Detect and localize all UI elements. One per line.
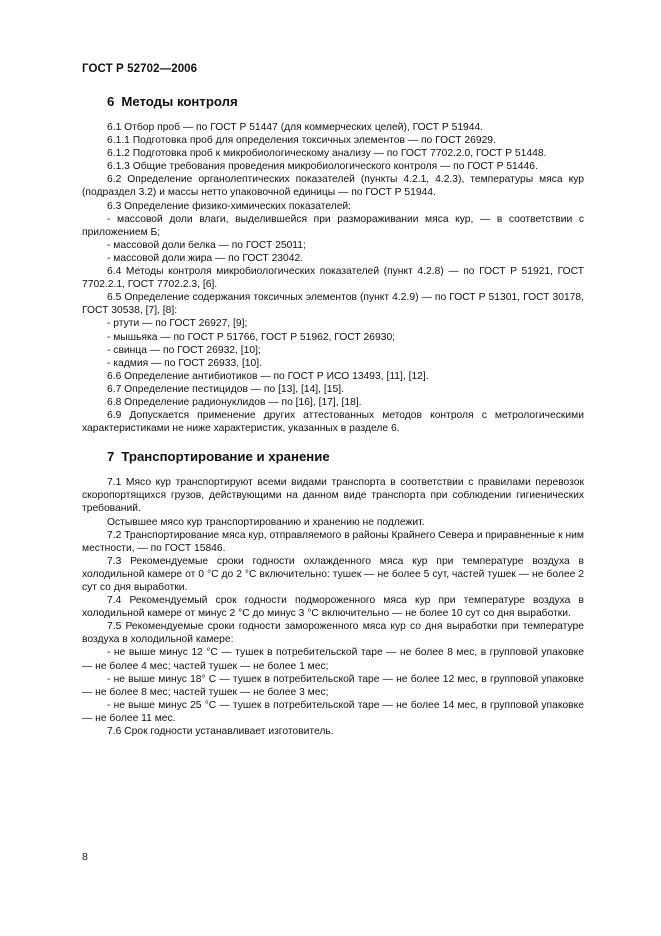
- section-6-number: 6: [107, 94, 115, 109]
- paragraph-6-1: 6.1 Отбор проб — по ГОСТ Р 51447 (для коммерческих целей), ГОСТ Р 51944.: [107, 122, 484, 133]
- paragraph-6-3: 6.3 Определение физико-химических показателей:: [107, 200, 352, 212]
- document-standard-id: ГОСТ Р 52702—2006: [82, 63, 198, 75]
- list-item-lead: - свинца — по ГОСТ 26932, [10];: [107, 344, 261, 356]
- section-7-title: Транспортирование и хранение: [121, 449, 330, 465]
- paragraph-6-6: 6.6 Определение антибиотиков — по ГОСТ Р ИСО 13493, [11], [12].: [107, 370, 429, 382]
- list-item-minus-25: - не выше минус 25 °С — тушек в потребительской таре — не более 14 мес, в групповой упаковке — не более 11 мес.: [82, 699, 584, 724]
- page-number: 8: [82, 851, 88, 863]
- section-7-content: [82, 476, 584, 738]
- paragraph-7-3: 7.3 Рекомендуемые сроки годности охлажденного мяса кур при температуре воздуха в холодильной камере от 0 °С до 2 °С включительно: тушек — не более 5 сут, частей тушек — не более 2 сут со дня выработки.: [82, 555, 584, 593]
- list-item-fat: - массовой доли жира — по ГОСТ 23042.: [107, 252, 304, 264]
- section-6-heading: [82, 94, 584, 110]
- list-item-minus-18: - не выше минус 18° С — тушек в потребительской таре — не более 12 мес, в групповой упаковке — не более 8 мес; частей тушек — не более 3 мес;: [82, 673, 584, 698]
- paragraph-6-8: 6.8 Определение радионуклидов — по [16], [17], [18].: [107, 396, 362, 408]
- list-item-mercury: - ртути — по ГОСТ 26927, [9];: [107, 318, 248, 330]
- document-body: [82, 94, 584, 738]
- section-6-title: Методы контроля: [121, 94, 238, 109]
- list-item-minus-12: - не выше минус 12 °С — тушек в потребительской таре — не более 8 мес, в групповой упаковке — не более 4 мес; частей тушек — не более 1 мес;: [82, 647, 584, 672]
- paragraph-7-1: 7.1 Мясо кур транспортируют всеми видами транспорта в соответствии с правилами перевозок скоропортящихся грузов, действующими на данном виде транспорта при соблюдении гигиенических требований.: [82, 477, 584, 515]
- paragraph-6-4: 6.4 Методы контроля микробиологических показателей (пункт 4.2.8) — по ГОСТ Р 51921, ГОСТ 7702.2.1, ГОСТ 7702.2.3, [6].: [82, 266, 584, 291]
- paragraph-6-1-3: 6.1.3 Общие требования проведения микробиологического контроля — по ГОСТ Р 51446.: [107, 161, 538, 173]
- paragraph-7-6: 7.6 Срок годности устанавливает изготовитель.: [107, 726, 334, 738]
- paragraph-6-5: 6.5 Определение содержания токсичных элементов (пункт 4.2.9) — по ГОСТ Р 51301, ГОСТ 30178, ГОСТ 30538, [7], [8]:: [82, 292, 584, 317]
- section-7-heading: [82, 449, 584, 465]
- section-6-content: [82, 121, 584, 435]
- list-item-protein: - массовой доли белка — по ГОСТ 25011;: [107, 239, 306, 251]
- paragraph-6-1-2: 6.1.2 Подготовка проб к микробиологическому анализу — по ГОСТ 7702.2.0, ГОСТ Р 51448.: [107, 148, 547, 160]
- paragraph-7-1-note: Остывшее мясо кур транспортированию и хранению не подлежит.: [107, 516, 425, 528]
- section-7-number: 7: [107, 449, 115, 465]
- paragraph-6-7: 6.7 Определение пестицидов — по [13], [14], [15].: [107, 383, 344, 395]
- paragraph-6-2: 6.2 Определение органолептических показателей (пункты 4.2.1, 4.2.3), температуры мяса кур (подраздел 3.2) и массы нетто упаковочной единицы — по ГОСТ Р 51944.: [82, 174, 584, 199]
- paragraph-7-2: 7.2 Транспортирование мяса кур, отправляемого в районы Крайнего Севера и приравненные к ним местности, — по ГОСТ 15846.: [82, 529, 584, 554]
- paragraph-6-9: 6.9 Допускается применение других аттестованных методов контроля с метрологическими характеристиками не ниже характеристик, указанных в разделе 6.: [82, 410, 584, 435]
- paragraph-7-4: 7.4 Рекомендуемый срок годности подмороженного мяса кур при температуре воздуха в холодильной камере от минус 2 °С до минус 3 °С включительно — не более 10 сут со дня выработки.: [82, 595, 584, 620]
- list-item-arsenic: - мышьяка — по ГОСТ Р 51766, ГОСТ Р 51962, ГОСТ 26930;: [107, 331, 396, 343]
- paragraph-7-5: 7.5 Рекомендуемые сроки годности замороженного мяса кур со дня выработки при температуре воздуха в холодильной камере:: [82, 621, 584, 646]
- paragraph-6-1-1: 6.1.1 Подготовка проб для определения токсичных элементов — по ГОСТ 26929.: [107, 135, 496, 147]
- list-item-cadmium: - кадмия — по ГОСТ 26933, [10].: [107, 357, 262, 369]
- list-item-moisture: - массовой доли влаги, выделившейся при размораживании мяса кур, — в соответствии с приложением Б;: [82, 213, 584, 238]
